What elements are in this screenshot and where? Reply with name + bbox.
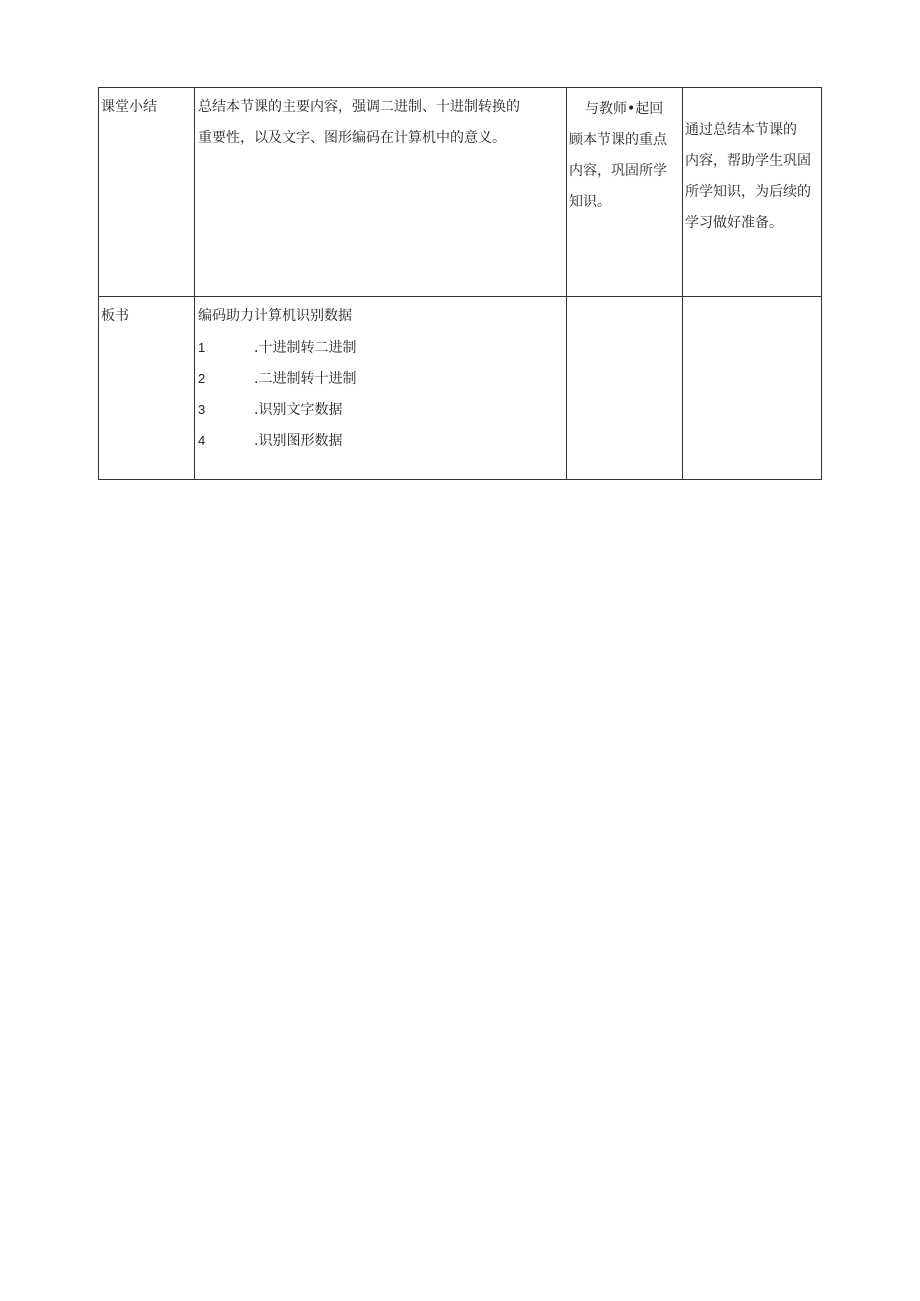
summary-content bbox=[195, 88, 567, 297]
board-item-number: 3 bbox=[198, 402, 206, 417]
board-item bbox=[198, 394, 566, 425]
board-title: 编码助力计算机识别数据 bbox=[198, 308, 352, 324]
summary-student-activity bbox=[567, 88, 683, 297]
student-activity-line: 与教师•起回 bbox=[585, 101, 664, 117]
board-item-text: .识别图形数据 bbox=[254, 433, 343, 449]
summary-content-line: 重要性，以及文字、图形编码在计算机中的意义。 bbox=[198, 130, 506, 146]
board-row bbox=[99, 297, 822, 480]
board-item-text: .识别文字数据 bbox=[254, 402, 343, 418]
board-content bbox=[195, 297, 567, 480]
board-design-intent bbox=[683, 297, 822, 480]
design-intent-line: 内容，帮助学生巩固 bbox=[685, 153, 811, 169]
board-item-text: .十进制转二进制 bbox=[254, 340, 357, 356]
board-item-number: 4 bbox=[198, 433, 206, 448]
summary-content-line: 总结本节课的主要内容，强调二进制、十进制转换的 bbox=[198, 99, 520, 115]
board-item-number: 2 bbox=[198, 371, 206, 386]
student-activity-line: 知识。 bbox=[569, 194, 611, 210]
board-item-text: .二进制转十进制 bbox=[254, 371, 357, 387]
board-student-activity bbox=[567, 297, 683, 480]
board-item-number: 1 bbox=[198, 340, 206, 355]
design-intent-line: 通过总结本节课的 bbox=[685, 122, 797, 138]
student-activity-line: 内容，巩固所学 bbox=[569, 163, 667, 179]
board-item bbox=[198, 332, 566, 363]
student-activity-line: 顾本节课的重点 bbox=[569, 132, 667, 148]
lesson-plan-table bbox=[98, 87, 822, 480]
design-intent-line: 所学知识，为后续的 bbox=[685, 184, 811, 200]
design-intent-line: 学习做好准备。 bbox=[685, 215, 783, 231]
summary-row bbox=[99, 88, 822, 297]
summary-label: 课堂小结 bbox=[99, 88, 195, 297]
board-item bbox=[198, 363, 566, 394]
summary-design-intent bbox=[683, 88, 822, 297]
board-item bbox=[198, 425, 566, 456]
board-label: 板书 bbox=[99, 297, 195, 480]
